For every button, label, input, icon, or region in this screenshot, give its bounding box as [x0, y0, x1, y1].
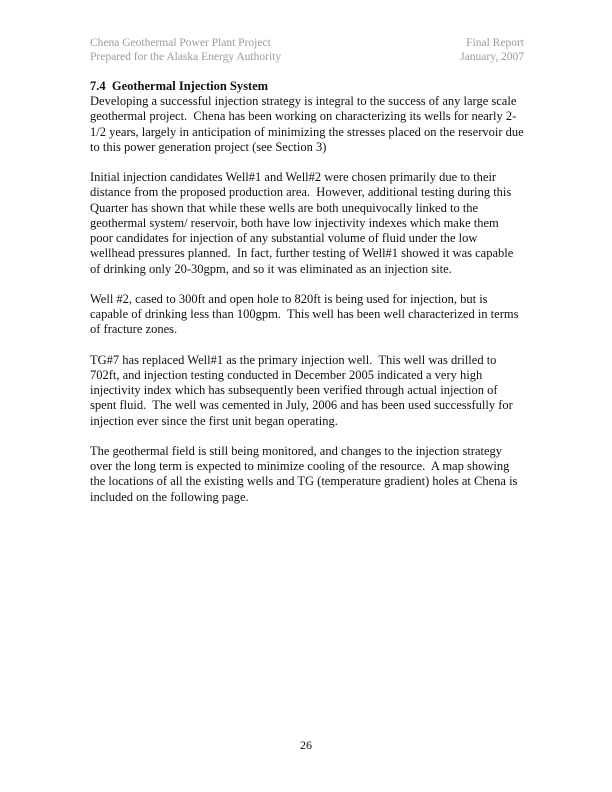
page-number: 26	[300, 738, 312, 752]
page-content	[90, 36, 527, 520]
paragraph: Developing a successful injection strategy is integral to the success of any large scale geothermal project. Chena has been working on characterizing its wells for nearly 2-1/2 years, largely in anticipation of minimizing the stresses placed on the reservoir due to this power generation project (see Section 3)	[90, 94, 527, 154]
header-right-block	[460, 36, 524, 65]
body-text	[90, 94, 527, 505]
paragraph: The geothermal field is still being monitored, and changes to the injection strategy over the long term is expected to minimize cooling of the resource. A map showing the locations of all the existing wells and TG (temperature gradient) holes at Chena is included on the following page.	[90, 443, 521, 504]
page-footer	[0, 738, 612, 753]
header-left-block	[90, 36, 281, 65]
page-header	[90, 36, 524, 65]
paragraph: Initial injection candidates Well#1 and Well#2 were chosen primarily due to their distance from the proposed production area. However, additional testing during this Quarter has shown that while these wells are both unequivocally linked to the geothermal system/ reservoir, both have low injectivity indexes which make them poor candidates for injection of any substantial volume of fluid under the low wellhead pressures planned. In fact, further testing of Well#1 showed it was capable of drinking only 20-30gpm, and so it was eliminated as an injection site.	[90, 170, 517, 276]
section-heading: 7.4 Geothermal Injection System	[90, 78, 269, 93]
paragraph: Well #2, cased to 300ft and open hole to 820ft is being used for injection, but is capable of drinking less than 100gpm. This well has been well characterized in terms of fracture zones.	[90, 291, 522, 337]
header-report-type: Final Report	[466, 37, 524, 49]
header-prepared-for: Prepared for the Alaska Energy Authority	[90, 51, 282, 64]
header-report-date: January, 2007	[460, 51, 524, 64]
paragraph: TG#7 has replaced Well#1 as the primary injection well. This well was drilled to 702ft, and injection testing conducted in December 2005 indicated a very high injectivity index which has subsequently been verified through actual injection of spent fluid. The well was cemented in July, 2006 and has been used successfully for injection ever since the first unit began operating.	[90, 352, 516, 428]
header-project-title: Chena Geothermal Power Plant Project	[90, 37, 271, 49]
